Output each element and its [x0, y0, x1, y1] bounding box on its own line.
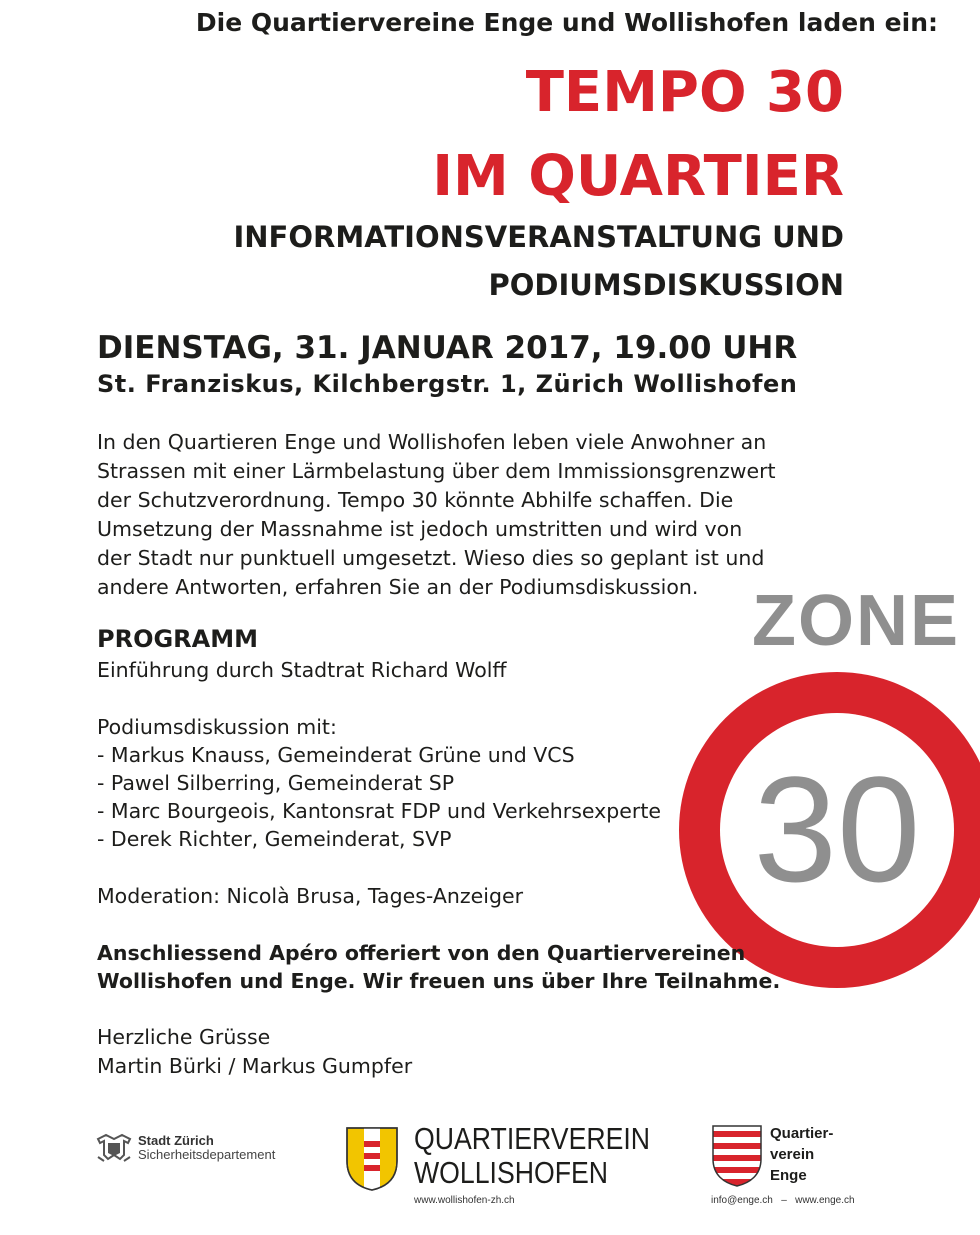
signatures: Martin Bürki / Markus Gumpfer [97, 1054, 413, 1078]
intro-line: Umsetzung der Massnahme ist jedoch umstritten und wird von [97, 517, 743, 541]
city-name: Stadt Zürich [138, 1133, 214, 1148]
intro-line: der Schutzverordnung. Tempo 30 könnte Abhilfe schaffen. Die [97, 488, 734, 512]
event-date: DIENSTAG, 31. JANUAR 2017, 19.00 UHR [97, 330, 798, 366]
panelist-item: - Marc Bourgeois, Kantonsrat FDP und Verkehrsexperte [97, 799, 661, 823]
intro-line: andere Antworten, erfahren Sie an der Podiumsdiskussion. [97, 575, 699, 599]
panelist-item: - Markus Knauss, Gemeinderat Grüne und VCS [97, 743, 575, 767]
program-introduction: Einführung durch Stadtrat Richard Wolff [97, 658, 507, 682]
greeting: Herzliche Grüsse [97, 1025, 271, 1049]
title-line-2: IM QUARTIER [432, 144, 844, 209]
panelist-item: - Derek Richter, Gemeinderat, SVP [97, 827, 452, 851]
zone-label: ZONE [752, 581, 961, 661]
wollishofen-name-line-1: QUARTIERVEREIN [414, 1121, 651, 1156]
enge-name-line-3: Enge [770, 1167, 807, 1184]
sign-speed: 30 [753, 745, 921, 913]
panel-heading: Podiumsdiskussion mit: [97, 715, 337, 739]
event-location: St. Franziskus, Kilchbergstr. 1, Zürich Wollishofen [97, 370, 798, 398]
enge-name-line-1: Quartier- [770, 1125, 834, 1142]
intro-line: Strassen mit einer Lärmbelastung über dem Immissionsgrenzwert [97, 459, 776, 483]
intro-line: der Stadt nur punktuell umgesetzt. Wieso dies so geplant ist und [97, 546, 765, 570]
wollishofen-crest-icon [346, 1127, 398, 1191]
enge-crest-icon [712, 1125, 762, 1187]
apero-line-1: Anschliessend Apéro offeriert von den Quartiervereinen [97, 941, 746, 965]
wollishofen-name-line-2: WOLLISHOFEN [414, 1155, 609, 1190]
subtitle-line-1: INFORMATIONSVERANSTALTUNG UND [233, 220, 844, 254]
moderation-line: Moderation: Nicolà Brusa, Tages-Anzeiger [97, 884, 523, 908]
intro-paragraph [97, 428, 857, 602]
wollishofen-url[interactable]: www.wollishofen-zh.ch [414, 1195, 515, 1206]
program-heading: PROGRAMM [97, 625, 258, 653]
city-coat-of-arms-icon [94, 1133, 134, 1163]
title-line-1: TEMPO 30 [525, 60, 844, 125]
apero-line-2: Wollishofen und Enge. Wir freuen uns über Ihre Teilnahme. [97, 969, 781, 993]
enge-name-line-2: verein [770, 1146, 815, 1163]
panelist-item: - Pawel Silberring, Gemeinderat SP [97, 771, 455, 795]
subtitle-line-2: PODIUMSDISKUSSION [488, 268, 844, 302]
enge-contact[interactable]: info@enge.ch – www.enge.ch [711, 1195, 855, 1206]
invitation-line: Die Quartiervereine Enge und Wollishofen laden ein: [195, 8, 938, 37]
department-name: Sicherheitsdepartement [138, 1147, 276, 1162]
intro-line: In den Quartieren Enge und Wollishofen leben viele Anwohner an [97, 430, 767, 454]
